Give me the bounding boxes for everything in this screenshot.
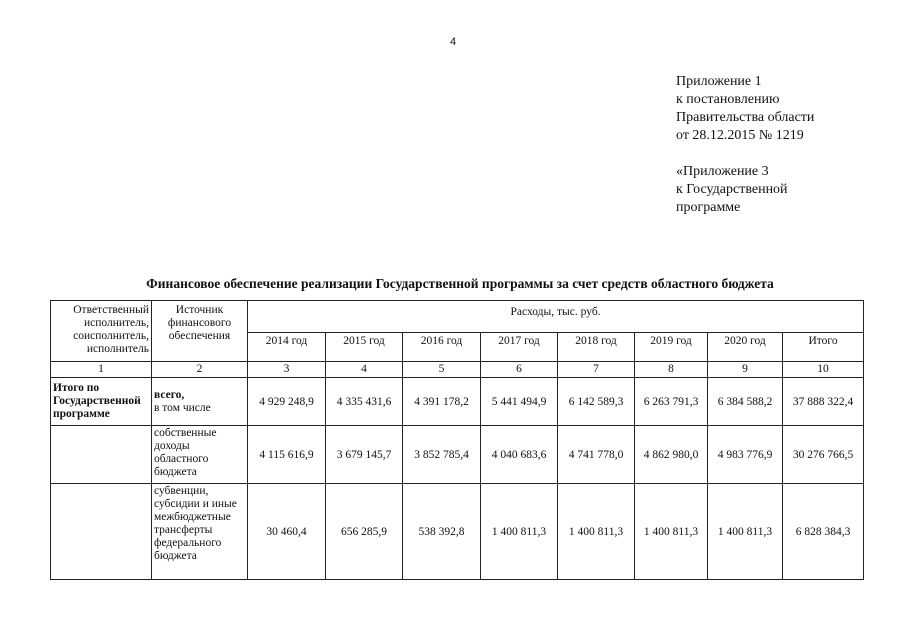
value-cell: 1 400 811,3 xyxy=(558,484,635,580)
column-number: 7 xyxy=(558,362,635,378)
header-year: 2017 год xyxy=(481,333,558,362)
value-cell: 30 460,4 xyxy=(248,484,326,580)
header-executor: Ответственный исполнитель, соисполнитель, исполнитель xyxy=(51,301,152,362)
annex-line: к Государственной xyxy=(676,182,788,197)
annex-line: Приложение 1 xyxy=(676,74,762,89)
value-cell: 1 400 811,3 xyxy=(481,484,558,580)
value-cell: 656 285,9 xyxy=(326,484,403,580)
header-year: 2014 год xyxy=(248,333,326,362)
value-cell: 3 679 145,7 xyxy=(326,426,403,484)
source-cell: собственные доходы областного бюджета xyxy=(152,426,248,484)
header-year: 2019 год xyxy=(635,333,708,362)
header-expenses: Расходы, тыс. руб. xyxy=(248,301,864,333)
document-title: Финансовое обеспечение реализации Государственной программы за счет средств областного бюджета xyxy=(146,276,774,291)
value-cell: 4 983 776,9 xyxy=(708,426,783,484)
annex-line: от 28.12.2015 № 1219 xyxy=(676,128,804,143)
annex-line: программе xyxy=(676,200,741,215)
header-total: Итого xyxy=(783,333,864,362)
annex-line: к постановлению xyxy=(676,92,780,107)
source-cell: всего, в том числе xyxy=(152,378,248,426)
column-number: 6 xyxy=(481,362,558,378)
value-cell: 6 142 589,3 xyxy=(558,378,635,426)
column-number: 4 xyxy=(326,362,403,378)
value-cell: 1 400 811,3 xyxy=(635,484,708,580)
value-cell: 4 741 778,0 xyxy=(558,426,635,484)
column-number: 5 xyxy=(403,362,481,378)
column-number-row xyxy=(51,362,864,378)
annex-line: «Приложение 3 xyxy=(676,164,769,179)
annex-line: Правительства области xyxy=(676,110,815,125)
total-cell: 6 828 384,3 xyxy=(783,484,864,580)
total-cell: 37 888 322,4 xyxy=(783,378,864,426)
total-cell: 30 276 766,5 xyxy=(783,426,864,484)
value-cell: 4 040 683,6 xyxy=(481,426,558,484)
column-number: 9 xyxy=(708,362,783,378)
value-cell: 6 263 791,3 xyxy=(635,378,708,426)
header-year: 2015 год xyxy=(326,333,403,362)
source-cell: субвенции, субсидии и иные межбюджетные трансферты федерального бюджета xyxy=(152,484,248,580)
value-cell: 4 862 980,0 xyxy=(635,426,708,484)
header-year: 2016 год xyxy=(403,333,481,362)
column-number: 3 xyxy=(248,362,326,378)
table-row xyxy=(51,484,864,580)
table-row xyxy=(51,378,864,426)
executor-cell: Итого по Государственной программе xyxy=(51,378,152,426)
column-number: 1 xyxy=(51,362,152,378)
header-source: Источник финансового обеспечения xyxy=(152,301,248,362)
column-number: 10 xyxy=(783,362,864,378)
column-number: 2 xyxy=(152,362,248,378)
value-cell: 4 115 616,9 xyxy=(248,426,326,484)
header-year: 2018 год xyxy=(558,333,635,362)
header-year: 2020 год xyxy=(708,333,783,362)
value-cell: 3 852 785,4 xyxy=(403,426,481,484)
value-cell: 4 391 178,2 xyxy=(403,378,481,426)
value-cell: 4 335 431,6 xyxy=(326,378,403,426)
value-cell: 6 384 588,2 xyxy=(708,378,783,426)
value-cell: 1 400 811,3 xyxy=(708,484,783,580)
executor-cell xyxy=(51,426,152,484)
value-cell: 538 392,8 xyxy=(403,484,481,580)
table-row xyxy=(51,426,864,484)
value-cell: 4 929 248,9 xyxy=(248,378,326,426)
annex-block xyxy=(676,73,814,217)
column-number: 8 xyxy=(635,362,708,378)
executor-cell xyxy=(51,484,152,580)
page-number: 4 xyxy=(450,36,457,48)
value-cell: 5 441 494,9 xyxy=(481,378,558,426)
finance-table xyxy=(50,300,864,580)
